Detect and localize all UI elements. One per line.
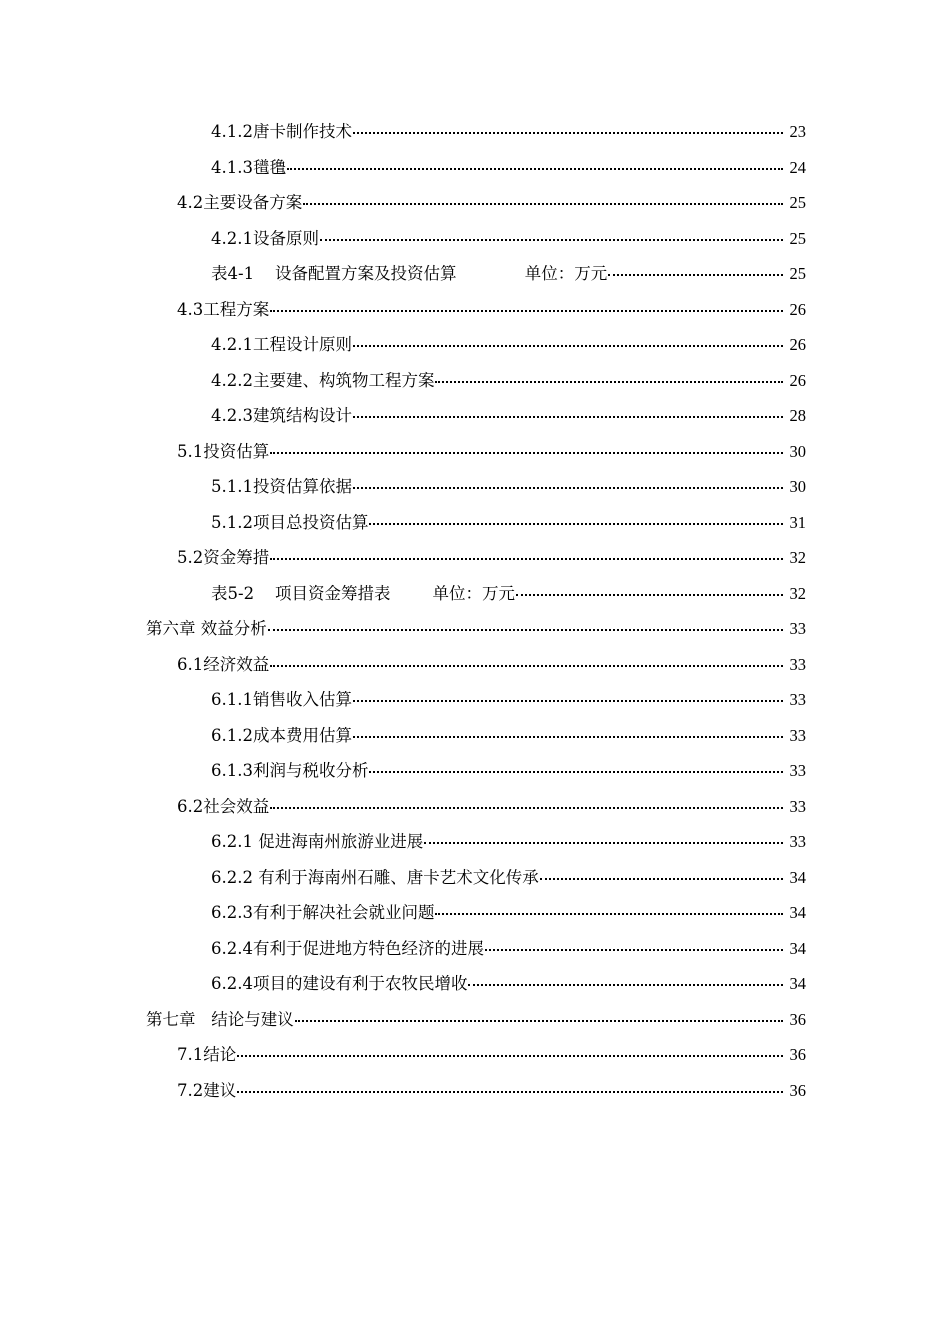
toc-dot-leader [295, 1020, 783, 1022]
toc-entry-page: 34 [789, 903, 806, 922]
toc-entry[interactable] [0, 367, 950, 403]
toc-dot-leader [353, 416, 783, 418]
toc-dot-leader [270, 310, 783, 312]
toc-entry-page: 34 [789, 974, 806, 993]
toc-entry-title: 4.1.2唐卡制作技术 [211, 122, 352, 141]
toc-dot-leader [540, 878, 783, 880]
toc-entry-page: 33 [789, 690, 806, 709]
toc-entry[interactable] [0, 225, 950, 261]
toc-entry[interactable] [0, 154, 950, 190]
toc-entry-page: 34 [789, 938, 806, 958]
toc-entry[interactable] [0, 1041, 950, 1077]
toc-dot-leader [287, 168, 783, 170]
toc-entry-page: 26 [789, 370, 806, 390]
toc-entry[interactable] [0, 580, 950, 616]
toc-dot-leader [303, 203, 783, 205]
toc-entry[interactable] [0, 331, 950, 367]
toc-entry[interactable] [0, 722, 950, 758]
toc-entry-title: 6.2.2 有利于海南州石雕、唐卡艺术文化传承 [211, 867, 539, 887]
toc-entry[interactable] [0, 1006, 950, 1042]
toc-entry-title: 4.1.3氆氇 [211, 157, 286, 177]
toc-entry[interactable] [0, 970, 950, 1006]
toc-entry-title: 6.2.4有利于促进地方特色经济的进展 [211, 938, 484, 958]
toc-entry-title: 6.2.3有利于解决社会就业问题 [211, 903, 435, 922]
toc-entry[interactable] [0, 935, 950, 971]
toc-entry-title: 4.2.1工程设计原则 [211, 335, 352, 354]
toc-dot-leader [270, 665, 783, 667]
toc-dot-leader [468, 984, 783, 986]
toc-entry-title: 5.2资金筹措 [177, 548, 270, 567]
toc-entry-title: 7.1结论 [177, 1045, 237, 1064]
toc-dot-leader [353, 487, 783, 489]
toc-dot-leader [270, 452, 783, 454]
toc-entry[interactable] [0, 509, 950, 545]
toc-dot-leader [608, 274, 783, 276]
toc-entry-page: 30 [789, 441, 806, 461]
toc-entry-page: 36 [789, 1080, 806, 1100]
toc-entry[interactable] [0, 260, 950, 296]
toc-entry[interactable] [0, 296, 950, 332]
toc-dot-leader [268, 629, 783, 631]
toc-dot-leader [237, 1055, 783, 1057]
toc-entry-page: 26 [789, 299, 806, 319]
toc-dot-leader [270, 558, 783, 560]
toc-entry-title: 5.1.1投资估算依据 [211, 477, 352, 496]
toc-entry-title: 5.1.2项目总投资估算 [211, 512, 369, 532]
toc-entry-title: 7.2建议 [177, 1080, 237, 1100]
toc-dot-leader [353, 736, 783, 738]
toc-entry-title: 4.3工程方案 [177, 299, 270, 319]
toc-dot-leader [353, 132, 783, 134]
toc-entry-title: 4.2.1设备原则 [211, 228, 319, 248]
toc-entry-page: 25 [789, 193, 806, 212]
toc-entry-page: 30 [789, 477, 806, 496]
toc-dot-leader [353, 345, 783, 347]
toc-dot-leader [369, 523, 783, 525]
toc-entry[interactable] [0, 1077, 950, 1113]
toc-entry[interactable] [0, 402, 950, 438]
toc-entry-title: 6.2.4项目的建设有利于农牧民增收 [211, 974, 468, 993]
toc-entry-page: 23 [789, 122, 806, 141]
toc-entry[interactable] [0, 615, 950, 651]
toc-entry-title: 表4-1 设备配置方案及投资估算 单位：万元 [211, 264, 608, 283]
toc-entry-page: 33 [789, 619, 806, 638]
toc-dot-leader [320, 239, 783, 241]
toc-entry[interactable] [0, 899, 950, 935]
toc-dot-leader [435, 913, 783, 915]
toc-entry-page: 32 [789, 548, 806, 567]
toc-entry-title: 第六章 效益分析 [146, 619, 267, 638]
toc-entry-title: 6.2社会效益 [177, 796, 270, 816]
toc-dot-leader [424, 842, 783, 844]
toc-entry[interactable] [0, 757, 950, 793]
toc-entry-page: 33 [789, 725, 806, 745]
toc-dot-leader [516, 594, 783, 596]
toc-entry[interactable] [0, 438, 950, 474]
toc-entry-title: 表5-2 项目资金筹措表 单位：万元 [211, 583, 516, 603]
toc-entry-page: 26 [789, 335, 806, 354]
toc-entry-page: 32 [789, 583, 806, 603]
toc-entry-page: 36 [789, 1009, 806, 1029]
toc-dot-leader [369, 771, 783, 773]
toc-entry-page: 34 [789, 867, 806, 887]
toc-entry-title: 6.1.3利润与税收分析 [211, 761, 369, 780]
toc-entry[interactable] [0, 189, 950, 225]
toc-dot-leader [435, 381, 783, 383]
toc-dot-leader [270, 807, 783, 809]
toc-entry[interactable] [0, 864, 950, 900]
toc-dot-leader [237, 1091, 783, 1093]
toc-entry[interactable] [0, 544, 950, 580]
toc-entry-page: 33 [789, 654, 806, 674]
toc-entry[interactable] [0, 473, 950, 509]
toc-entry-page: 33 [789, 761, 806, 780]
toc-entry-page: 28 [789, 406, 806, 425]
toc-entry-page: 36 [789, 1045, 806, 1064]
toc-entry-page: 33 [789, 796, 806, 816]
toc-entry-page: 25 [789, 228, 806, 248]
toc-entry[interactable] [0, 651, 950, 687]
toc-entry[interactable] [0, 828, 950, 864]
toc-entry[interactable] [0, 118, 950, 154]
toc-entry-page: 24 [789, 157, 806, 177]
toc-entry-title: 4.2主要设备方案 [177, 193, 303, 212]
toc-entry-title: 6.2.1 促进海南州旅游业进展 [211, 832, 424, 851]
toc-entry[interactable] [0, 686, 950, 722]
toc-entry-page: 25 [789, 264, 806, 283]
toc-entry-page: 31 [789, 512, 806, 532]
toc-entry-title: 4.2.3建筑结构设计 [211, 406, 352, 425]
table-of-contents [0, 118, 950, 1112]
toc-entry-title: 6.1.1销售收入估算 [211, 690, 352, 709]
toc-dot-leader [485, 949, 783, 951]
toc-entry-title: 6.1经济效益 [177, 654, 270, 674]
toc-entry[interactable] [0, 793, 950, 829]
toc-entry-title: 6.1.2成本费用估算 [211, 725, 352, 745]
toc-entry-page: 33 [789, 832, 806, 851]
toc-entry-title: 4.2.2主要建、构筑物工程方案 [211, 370, 435, 390]
toc-dot-leader [353, 700, 783, 702]
toc-entry-title: 第七章 结论与建议 [146, 1009, 294, 1029]
toc-entry-title: 5.1投资估算 [177, 441, 270, 461]
